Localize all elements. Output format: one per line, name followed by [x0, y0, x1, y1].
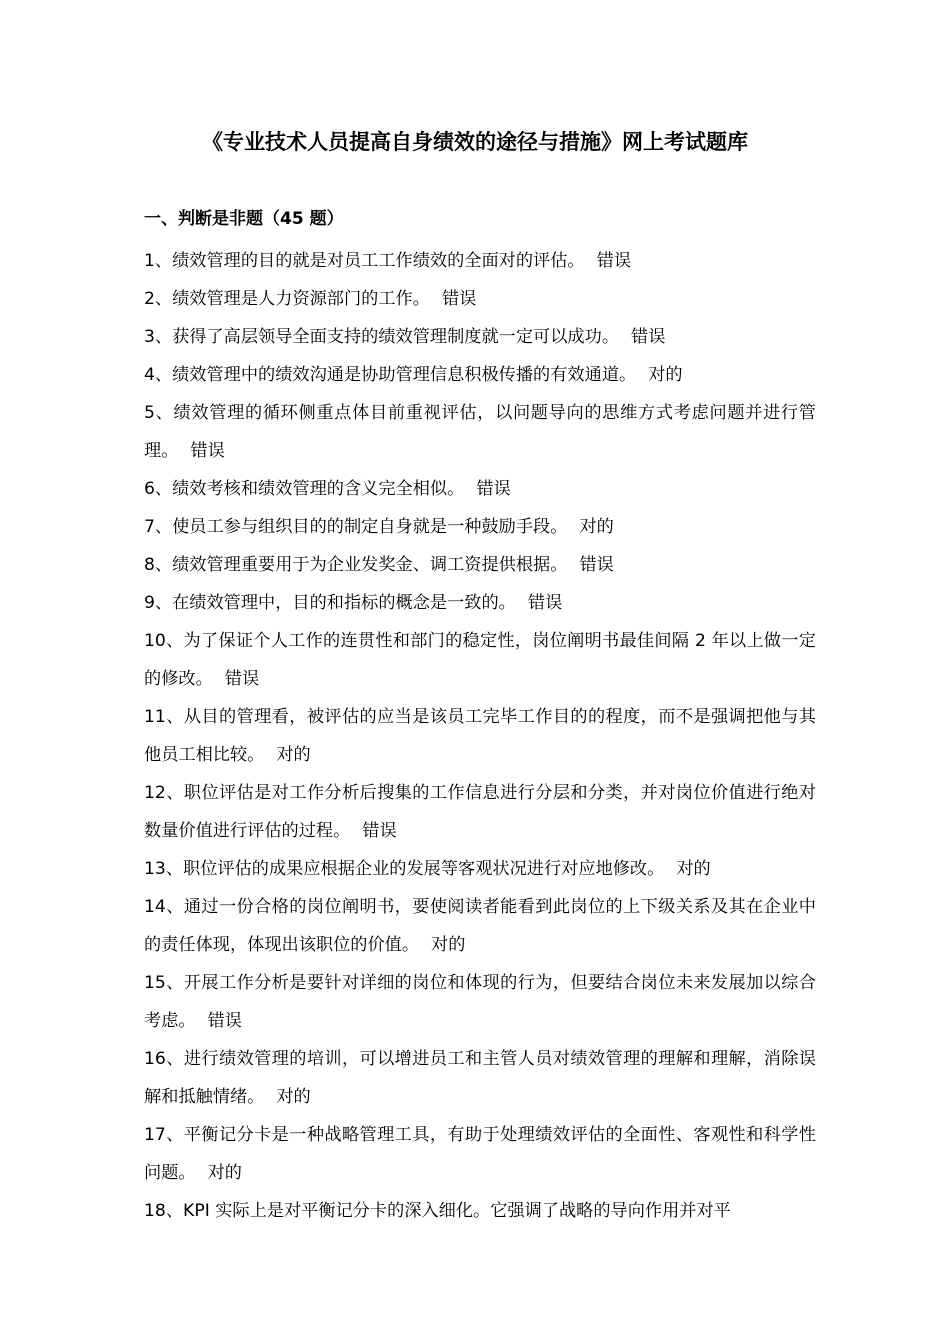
answer-label: 错误	[362, 821, 397, 841]
question-item	[144, 508, 816, 546]
question-item	[144, 470, 816, 508]
question-text: 18、KPI 实际上是对平衡记分卡的深入细化。它强调了战略的导向作用并对平	[144, 1201, 731, 1221]
question-text: 8、绩效管理重要用于为企业发奖金、调工资提供根据。	[144, 555, 568, 575]
question-text: 11、从目的管理看，被评估的应当是该员工完毕工作目的的程度，而不是强调把他与其他员工相比较。	[144, 707, 816, 765]
question-text: 4、绩效管理中的绩效沟通是协助管理信息积极传播的有效通道。	[144, 365, 637, 385]
question-text: 5、绩效管理的循环侧重点体目前重视评估，以问题导向的思维方式考虑问题并进行管理。	[144, 403, 816, 461]
question-text: 3、获得了高层领导全面支持的绩效管理制度就一定可以成功。	[144, 327, 620, 347]
question-item	[144, 1040, 816, 1116]
answer-label: 对的	[579, 517, 614, 537]
question-item	[144, 1116, 816, 1192]
question-text: 10、为了保证个人工作的连贯性和部门的稳定性，岗位阐明书最佳间隔 2 年以上做一定的修改。	[144, 631, 816, 689]
answer-label: 错误	[190, 441, 225, 461]
answer-label: 对的	[276, 1087, 311, 1107]
question-item	[144, 394, 816, 470]
answer-label: 错误	[579, 555, 614, 575]
answer-label: 错误	[527, 593, 563, 613]
question-item	[144, 1192, 816, 1230]
answer-label: 错误	[631, 327, 666, 347]
question-text: 2、绩效管理是人力资源部门的工作。	[144, 289, 430, 309]
answer-label: 错误	[207, 1011, 242, 1031]
question-item	[144, 698, 816, 774]
answer-label: 对的	[207, 1163, 242, 1183]
question-text: 9、在绩效管理中，目的和指标的概念是一致的。	[144, 593, 516, 613]
question-item	[144, 356, 816, 394]
question-item	[144, 622, 816, 698]
question-item	[144, 280, 816, 318]
question-item	[144, 242, 816, 280]
answer-label: 对的	[676, 859, 711, 879]
question-item	[144, 774, 816, 850]
question-text: 13、职位评估的成果应根据企业的发展等客观状况进行对应地修改。	[144, 859, 665, 879]
question-text: 6、绩效考核和绩效管理的含义完全相似。	[144, 479, 465, 499]
question-item	[144, 318, 816, 356]
question-text: 14、通过一份合格的岗位阐明书，要使阅读者能看到此岗位的上下级关系及其在企业中的责任体现，体现出该职位的价值。	[144, 897, 816, 955]
document-title: 《专业技术人员提高自身绩效的途径与措施》网上考试题库	[202, 130, 748, 154]
question-item	[144, 584, 816, 622]
answer-label: 错误	[441, 289, 477, 309]
question-text: 15、开展工作分析是要针对详细的岗位和体现的行为，但要结合岗位未来发展加以综合考虑。	[144, 973, 816, 1031]
question-text: 16、进行绩效管理的培训，可以增进员工和主管人员对绩效管理的理解和理解，消除误解和抵触情绪。	[144, 1049, 816, 1107]
answer-label: 错误	[224, 669, 260, 689]
question-item	[144, 888, 816, 964]
answer-label: 对的	[648, 365, 683, 385]
question-text: 1、绩效管理的目的就是对员工工作绩效的全面对的评估。	[144, 251, 585, 271]
question-item	[144, 850, 816, 888]
question-text: 7、使员工参与组织目的的制定自身就是一种鼓励手段。	[144, 517, 568, 537]
answer-label: 对的	[431, 935, 466, 955]
question-list	[144, 242, 816, 1230]
answer-label: 对的	[276, 745, 311, 765]
question-text: 12、职位评估是对工作分析后搜集的工作信息进行分层和分类，并对岗位价值进行绝对数量价值进行评估的过程。	[144, 783, 816, 841]
answer-label: 错误	[476, 479, 511, 499]
question-item	[144, 546, 816, 584]
question-text: 17、平衡记分卡是一种战略管理工具，有助于处理绩效评估的全面性、客观性和科学性问题。	[144, 1125, 816, 1183]
answer-label: 错误	[596, 251, 632, 271]
question-item	[144, 964, 816, 1040]
section-heading: 一、判断是非题（45 题）	[144, 209, 344, 229]
